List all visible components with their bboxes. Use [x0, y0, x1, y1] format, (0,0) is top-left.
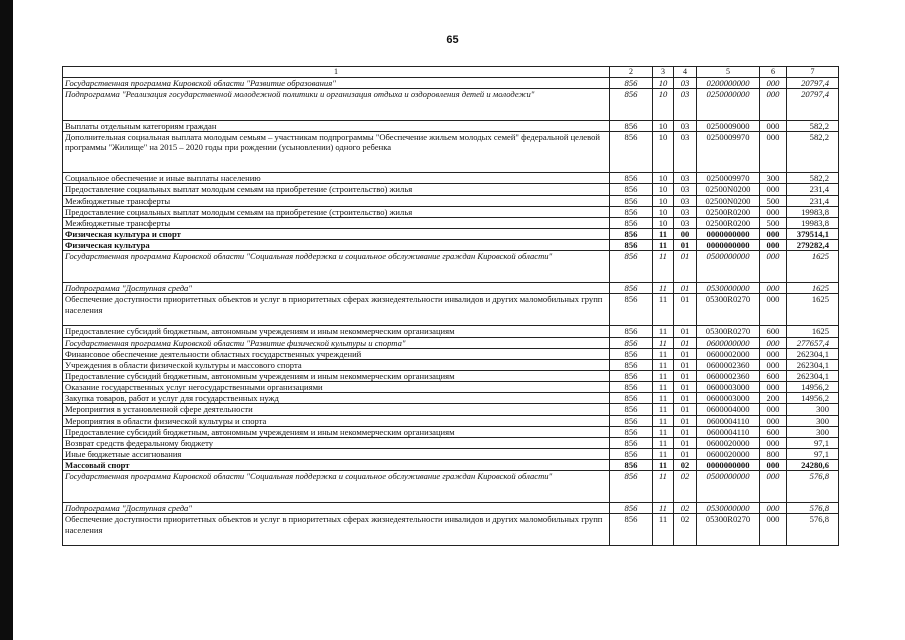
amount-cell: 576,8 [787, 514, 839, 546]
target-code-cell: 05300R0270 [697, 294, 760, 326]
name-cell: Предоставление субсидий бюджетным, автономным учреждениям и иным некоммерческим организациям [63, 326, 610, 337]
table-row [63, 121, 839, 132]
subsection-code-cell: 10 [653, 78, 674, 89]
subsection2-code-cell: 01 [674, 370, 697, 381]
section-code-cell: 856 [610, 228, 653, 239]
name-cell: Подпрограмма "Доступная среда" [63, 283, 610, 294]
target-code-cell: 0600004110 [697, 426, 760, 437]
subsection-code-cell: 10 [653, 195, 674, 206]
table-row [63, 89, 839, 121]
amount-cell: 582,2 [787, 132, 839, 173]
target-code-cell: 0500000000 [697, 471, 760, 503]
section-code-cell: 856 [610, 240, 653, 251]
name-cell: Массовый спорт [63, 460, 610, 471]
target-code-cell: 0200000000 [697, 78, 760, 89]
target-code-cell: 0600002360 [697, 370, 760, 381]
subsection-code-cell: 11 [653, 471, 674, 503]
name-cell: Финансовое обеспечение деятельности областных государственных учреждений [63, 348, 610, 359]
column-number-header: 6 [760, 67, 787, 78]
section-code-cell: 856 [610, 195, 653, 206]
name-cell: Подпрограмма "Реализация государственной молодежной политики и организация отдыха и оздоровления детей и молодежи" [63, 89, 610, 121]
section-code-cell: 856 [610, 404, 653, 415]
table-row [63, 294, 839, 326]
subsection-code-cell: 11 [653, 294, 674, 326]
target-code-cell: 0000000000 [697, 240, 760, 251]
table-row [63, 359, 839, 370]
table-row [63, 437, 839, 448]
column-number-header: 1 [63, 67, 610, 78]
subsection2-code-cell: 01 [674, 337, 697, 348]
amount-cell: 1625 [787, 283, 839, 294]
column-number-header: 2 [610, 67, 653, 78]
amount-cell: 262304,1 [787, 370, 839, 381]
section-code-cell: 856 [610, 89, 653, 121]
expense-type-cell: 500 [760, 195, 787, 206]
subsection-code-cell: 10 [653, 132, 674, 173]
name-cell: Выплаты отдельным категориям граждан [63, 121, 610, 132]
section-code-cell: 856 [610, 426, 653, 437]
target-code-cell: 0000000000 [697, 228, 760, 239]
table-row [63, 78, 839, 89]
section-code-cell: 856 [610, 348, 653, 359]
section-code-cell: 856 [610, 415, 653, 426]
amount-cell: 1625 [787, 294, 839, 326]
section-code-cell: 856 [610, 514, 653, 546]
amount-cell: 20797,4 [787, 78, 839, 89]
name-cell: Мероприятия в установленной сфере деятельности [63, 404, 610, 415]
subsection2-code-cell: 01 [674, 382, 697, 393]
target-code-cell: 0600002000 [697, 348, 760, 359]
table-body [63, 67, 839, 546]
target-code-cell: 0600004000 [697, 404, 760, 415]
section-code-cell: 856 [610, 448, 653, 459]
amount-cell: 262304,1 [787, 359, 839, 370]
expense-type-cell: 600 [760, 426, 787, 437]
target-code-cell: 05300R0270 [697, 514, 760, 546]
subsection2-code-cell: 03 [674, 195, 697, 206]
name-cell: Возврат средств федеральному бюджету [63, 437, 610, 448]
name-cell: Подпрограмма "Доступная среда" [63, 503, 610, 514]
target-code-cell: 0250009000 [697, 121, 760, 132]
section-code-cell: 856 [610, 337, 653, 348]
subsection2-code-cell: 03 [674, 121, 697, 132]
expense-type-cell: 000 [760, 184, 787, 195]
subsection-code-cell: 11 [653, 404, 674, 415]
expense-type-cell: 000 [760, 404, 787, 415]
section-code-cell: 856 [610, 217, 653, 228]
section-code-cell: 856 [610, 184, 653, 195]
name-cell: Учреждения в области физической культуры и массового спорта [63, 359, 610, 370]
name-cell: Государственная программа Кировской области "Социальная поддержка и социальное обслуживание граждан Кировской области" [63, 251, 610, 283]
name-cell: Государственная программа Кировской области "Развитие образования" [63, 78, 610, 89]
section-code-cell: 856 [610, 132, 653, 173]
amount-cell: 379514,1 [787, 228, 839, 239]
expense-type-cell: 500 [760, 217, 787, 228]
name-cell: Государственная программа Кировской области "Социальная поддержка и социальное обслуживание граждан Кировской области" [63, 471, 610, 503]
subsection2-code-cell: 02 [674, 471, 697, 503]
subsection2-code-cell: 01 [674, 294, 697, 326]
amount-cell: 19983,8 [787, 217, 839, 228]
column-number-header: 3 [653, 67, 674, 78]
subsection2-code-cell: 00 [674, 228, 697, 239]
table-row [63, 514, 839, 546]
table-row [63, 382, 839, 393]
table-row [63, 471, 839, 503]
amount-cell: 279282,4 [787, 240, 839, 251]
subsection-code-cell: 10 [653, 206, 674, 217]
amount-cell: 14956,2 [787, 393, 839, 404]
expense-type-cell: 000 [760, 460, 787, 471]
expense-type-cell: 300 [760, 173, 787, 184]
name-cell: Физическая культура и спорт [63, 228, 610, 239]
subsection2-code-cell: 03 [674, 89, 697, 121]
expense-type-cell: 000 [760, 78, 787, 89]
amount-cell: 1625 [787, 326, 839, 337]
page-number: 65 [446, 34, 459, 46]
subsection2-code-cell: 01 [674, 404, 697, 415]
table-row [63, 283, 839, 294]
subsection-code-cell: 11 [653, 283, 674, 294]
table-row [63, 448, 839, 459]
amount-cell: 97,1 [787, 437, 839, 448]
subsection-code-cell: 11 [653, 503, 674, 514]
expense-type-cell: 200 [760, 393, 787, 404]
section-code-cell: 856 [610, 503, 653, 514]
expense-type-cell: 600 [760, 326, 787, 337]
amount-cell: 300 [787, 404, 839, 415]
subsection-code-cell: 10 [653, 184, 674, 195]
table-row [63, 132, 839, 173]
section-code-cell: 856 [610, 359, 653, 370]
target-code-cell: 02500R0200 [697, 217, 760, 228]
target-code-cell: 02500N0200 [697, 184, 760, 195]
amount-cell: 262304,1 [787, 348, 839, 359]
subsection-code-cell: 11 [653, 460, 674, 471]
subsection2-code-cell: 01 [674, 426, 697, 437]
section-code-cell: 856 [610, 326, 653, 337]
target-code-cell: 02500R0200 [697, 206, 760, 217]
section-code-cell: 856 [610, 283, 653, 294]
subsection2-code-cell: 01 [674, 359, 697, 370]
subsection2-code-cell: 02 [674, 460, 697, 471]
subsection-code-cell: 10 [653, 121, 674, 132]
subsection2-code-cell: 03 [674, 184, 697, 195]
table-row [63, 460, 839, 471]
subsection2-code-cell: 02 [674, 503, 697, 514]
header-row [63, 67, 839, 78]
amount-cell: 19983,8 [787, 206, 839, 217]
name-cell: Предоставление социальных выплат молодым семьям на приобретение (строительство) жилья [63, 184, 610, 195]
expense-type-cell: 000 [760, 437, 787, 448]
section-code-cell: 856 [610, 121, 653, 132]
name-cell: Межбюджетные трансферты [63, 195, 610, 206]
column-number-header: 5 [697, 67, 760, 78]
amount-cell: 97,1 [787, 448, 839, 459]
section-code-cell: 856 [610, 294, 653, 326]
subsection2-code-cell: 03 [674, 173, 697, 184]
section-code-cell: 856 [610, 370, 653, 381]
table-row [63, 173, 839, 184]
target-code-cell: 05300R0270 [697, 326, 760, 337]
subsection2-code-cell: 01 [674, 326, 697, 337]
table-row [63, 217, 839, 228]
table-row [63, 337, 839, 348]
expense-type-cell: 600 [760, 370, 787, 381]
subsection-code-cell: 11 [653, 359, 674, 370]
table-row [63, 240, 839, 251]
table-row [63, 251, 839, 283]
expense-type-cell: 000 [760, 471, 787, 503]
subsection2-code-cell: 01 [674, 348, 697, 359]
table-row [63, 393, 839, 404]
table-row [63, 206, 839, 217]
section-code-cell: 856 [610, 78, 653, 89]
subsection-code-cell: 11 [653, 251, 674, 283]
target-code-cell: 0500000000 [697, 251, 760, 283]
section-code-cell: 856 [610, 471, 653, 503]
amount-cell: 300 [787, 426, 839, 437]
table-row [63, 184, 839, 195]
name-cell: Иные бюджетные ассигнования [63, 448, 610, 459]
target-code-cell: 0530000000 [697, 283, 760, 294]
subsection-code-cell: 11 [653, 370, 674, 381]
subsection-code-cell: 11 [653, 426, 674, 437]
expense-type-cell: 000 [760, 89, 787, 121]
target-code-cell: 02500N0200 [697, 195, 760, 206]
target-code-cell: 0000000000 [697, 460, 760, 471]
subsection2-code-cell: 01 [674, 415, 697, 426]
target-code-cell: 0600020000 [697, 437, 760, 448]
target-code-cell: 0250009970 [697, 132, 760, 173]
subsection-code-cell: 11 [653, 415, 674, 426]
subsection2-code-cell: 01 [674, 448, 697, 459]
name-cell: Предоставление социальных выплат молодым семьям на приобретение (строительство) жилья [63, 206, 610, 217]
expense-type-cell: 000 [760, 503, 787, 514]
expense-type-cell: 000 [760, 382, 787, 393]
expense-type-cell: 000 [760, 415, 787, 426]
target-code-cell: 0600003000 [697, 393, 760, 404]
subsection-code-cell: 11 [653, 348, 674, 359]
name-cell: Обеспечение доступности приоритетных объектов и услуг в приоритетных сферах жизнедеятельности инвалидов и других маломобильных групп населения [63, 294, 610, 326]
subsection2-code-cell: 01 [674, 251, 697, 283]
subsection-code-cell: 10 [653, 217, 674, 228]
target-code-cell: 0600000000 [697, 337, 760, 348]
name-cell: Физическая культура [63, 240, 610, 251]
name-cell: Закупка товаров, работ и услуг для государственных нужд [63, 393, 610, 404]
expense-type-cell: 000 [760, 337, 787, 348]
subsection-code-cell: 11 [653, 228, 674, 239]
subsection2-code-cell: 01 [674, 240, 697, 251]
subsection-code-cell: 11 [653, 337, 674, 348]
subsection-code-cell: 11 [653, 514, 674, 546]
name-cell: Межбюджетные трансферты [63, 217, 610, 228]
subsection2-code-cell: 03 [674, 132, 697, 173]
target-code-cell: 0250000000 [697, 89, 760, 121]
section-code-cell: 856 [610, 206, 653, 217]
section-code-cell: 856 [610, 173, 653, 184]
target-code-cell: 0600002360 [697, 359, 760, 370]
amount-cell: 20797,4 [787, 89, 839, 121]
amount-cell: 582,2 [787, 121, 839, 132]
subsection-code-cell: 11 [653, 448, 674, 459]
target-code-cell: 0600004110 [697, 415, 760, 426]
subsection-code-cell: 11 [653, 240, 674, 251]
table-row [63, 326, 839, 337]
subsection-code-cell: 11 [653, 437, 674, 448]
table-row [63, 228, 839, 239]
expense-type-cell: 000 [760, 251, 787, 283]
target-code-cell: 0600003000 [697, 382, 760, 393]
amount-cell: 14956,2 [787, 382, 839, 393]
name-cell: Дополнительная социальная выплата молодым семьям – участникам подпрограммы "Обеспечение жильем молодых семей" федеральной целевой программы "Жилище" на 2015 – 2020 годы при рождении (усыновлении) одного ребенка [63, 132, 610, 173]
subsection2-code-cell: 02 [674, 514, 697, 546]
section-code-cell: 856 [610, 460, 653, 471]
amount-cell: 231,4 [787, 195, 839, 206]
expense-type-cell: 800 [760, 448, 787, 459]
target-code-cell: 0530000000 [697, 503, 760, 514]
section-code-cell: 856 [610, 393, 653, 404]
table-row [63, 404, 839, 415]
amount-cell: 582,2 [787, 173, 839, 184]
expense-type-cell: 000 [760, 121, 787, 132]
expense-type-cell: 000 [760, 283, 787, 294]
name-cell: Мероприятия в области физической культуры и спорта [63, 415, 610, 426]
subsection-code-cell: 10 [653, 173, 674, 184]
table-row [63, 415, 839, 426]
table-row [63, 348, 839, 359]
subsection2-code-cell: 01 [674, 393, 697, 404]
subsection2-code-cell: 03 [674, 217, 697, 228]
expense-type-cell: 000 [760, 359, 787, 370]
expense-type-cell: 000 [760, 514, 787, 546]
subsection2-code-cell: 01 [674, 283, 697, 294]
name-cell: Государственная программа Кировской области "Развитие физической культуры и спорта" [63, 337, 610, 348]
amount-cell: 300 [787, 415, 839, 426]
table-row [63, 503, 839, 514]
subsection-code-cell: 10 [653, 89, 674, 121]
amount-cell: 231,4 [787, 184, 839, 195]
amount-cell: 277657,4 [787, 337, 839, 348]
column-number-header: 4 [674, 67, 697, 78]
table-row [63, 370, 839, 381]
expense-type-cell: 000 [760, 240, 787, 251]
target-code-cell: 0250009970 [697, 173, 760, 184]
name-cell: Социальное обеспечение и иные выплаты населению [63, 173, 610, 184]
expense-type-cell: 000 [760, 294, 787, 326]
name-cell: Оказание государственных услуг негосударственными организациями [63, 382, 610, 393]
subsection-code-cell: 11 [653, 393, 674, 404]
subsection2-code-cell: 01 [674, 437, 697, 448]
section-code-cell: 856 [610, 437, 653, 448]
table-row [63, 426, 839, 437]
amount-cell: 1625 [787, 251, 839, 283]
name-cell: Предоставление субсидий бюджетным, автономным учреждениям и иным некоммерческим организациям [63, 426, 610, 437]
subsection-code-cell: 11 [653, 382, 674, 393]
amount-cell: 576,8 [787, 471, 839, 503]
expense-type-cell: 000 [760, 132, 787, 173]
name-cell: Обеспечение доступности приоритетных объектов и услуг в приоритетных сферах жизнедеятельности инвалидов и других маломобильных групп населения [63, 514, 610, 546]
name-cell: Предоставление субсидий бюджетным, автономным учреждениям и иным некоммерческим организациям [63, 370, 610, 381]
amount-cell: 24280,6 [787, 460, 839, 471]
expense-type-cell: 000 [760, 206, 787, 217]
subsection2-code-cell: 03 [674, 206, 697, 217]
column-number-header: 7 [787, 67, 839, 78]
section-code-cell: 856 [610, 382, 653, 393]
subsection2-code-cell: 03 [674, 78, 697, 89]
scan-left-edge [0, 0, 13, 640]
expense-type-cell: 000 [760, 228, 787, 239]
budget-table [62, 66, 839, 546]
expense-type-cell: 000 [760, 348, 787, 359]
subsection-code-cell: 11 [653, 326, 674, 337]
target-code-cell: 0600020000 [697, 448, 760, 459]
amount-cell: 576,8 [787, 503, 839, 514]
section-code-cell: 856 [610, 251, 653, 283]
table-row [63, 195, 839, 206]
